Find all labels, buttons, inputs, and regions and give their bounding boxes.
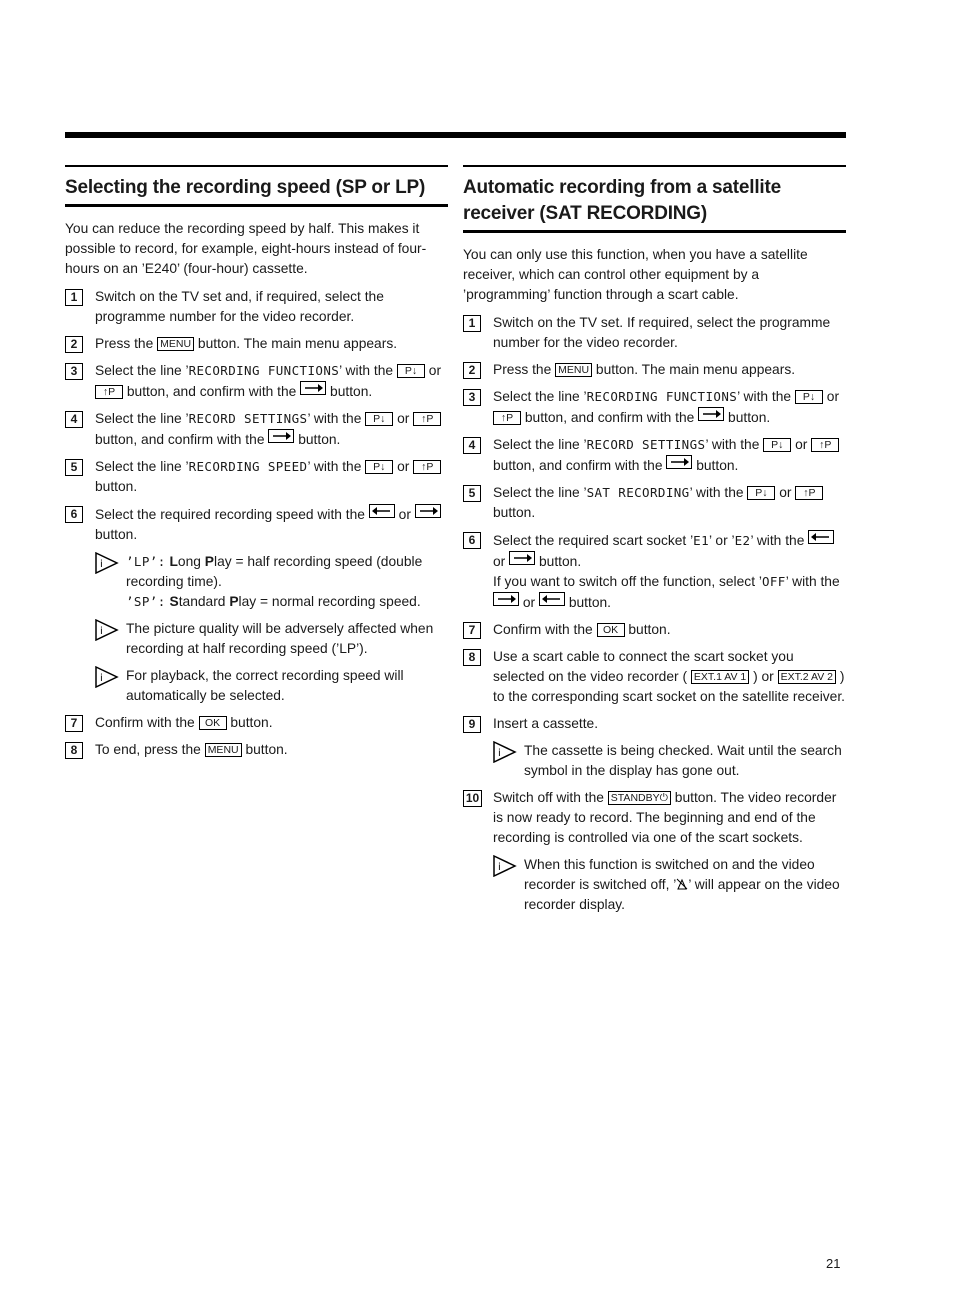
menu-key: MENU [555,363,592,377]
step-text: or [522,595,536,610]
standby-key: STANDBY⏻ [608,791,671,805]
section-recording-speed [65,165,448,767]
step-text: Select the line ’ [493,485,587,500]
info-icon [95,666,119,688]
step-number: 3 [65,363,83,380]
note-text: lay = half recording speed (double recording time). [126,554,423,589]
up-p-key: ↑P [95,385,123,399]
info-note [65,619,448,659]
info-note [65,666,448,706]
menu-line-label: RECORDING SPEED [188,459,308,474]
p-down-key: P↓ [795,390,823,404]
step-2 [463,360,846,380]
menu-line-label: SAT RECORDING [586,485,690,500]
left-arrow-key [539,592,565,606]
step-text: ’ with the [307,411,362,426]
menu-value: E2 [734,533,751,548]
step-1 [463,313,846,353]
step-5 [65,457,448,497]
step-number: 5 [65,459,83,476]
left-arrow-key [369,504,395,518]
info-note [65,552,448,612]
step-text: button, and confirm with the [493,458,663,473]
note-text: ong [177,554,201,569]
step-text: or [398,507,411,522]
right-arrow-key [666,455,692,469]
step-text: button. [628,622,671,637]
step-5 [463,483,846,523]
step-number: 8 [463,649,481,666]
step-text: button, and confirm with the [95,432,265,447]
step-number: 1 [65,289,83,306]
note-text: lay = normal recording speed. [238,594,421,609]
svg-text:i: i [100,626,103,637]
step-number: 4 [65,411,83,428]
step-text: Select the line ’ [493,389,587,404]
section-sat-recording [463,165,846,922]
step-text: Select the line ’ [95,411,189,426]
step-text: Select the line ’ [95,459,189,474]
step-text: button. [245,742,288,757]
left-arrow-key [808,530,834,544]
step-number: 4 [463,437,481,454]
step-text: Confirm with the [493,622,593,637]
right-arrow-key [415,504,441,518]
p-down-key: P↓ [397,364,425,378]
right-arrow-key [698,407,724,421]
menu-line-label: RECORD SETTINGS [586,437,706,452]
step-text: button. [568,595,612,610]
step-text: or [826,389,840,404]
step-text: button, and confirm with the [524,410,695,425]
menu-line-label: RECORDING FUNCTIONS [188,363,340,378]
step-text: Switch on the TV set and, if required, select the programme number for the video recorder. [95,289,384,324]
section-title: Automatic recording from a satellite receiver (SAT RECORDING) [463,177,781,224]
section-rule-bottom [463,230,846,233]
right-arrow-key [268,429,294,443]
step-text: or [397,411,410,426]
step-text: or [397,459,410,474]
menu-line-label: RECORDING FUNCTIONS [586,389,738,404]
step-text: ’ with the [785,574,840,589]
step-text: ’ with the [339,363,394,378]
note-text: For playback, the correct recording speed will automatically be selected. [126,668,404,703]
p-down-key: P↓ [763,438,791,452]
step-text: Use a scart cable to connect the scart socket you selected on the video recorder ( [493,649,794,684]
ok-key: OK [597,623,625,637]
step-text: button. [230,715,273,730]
step-number: 2 [65,336,83,353]
info-icon [493,741,517,763]
p-down-key: P↓ [365,460,393,474]
note-text: L [169,554,178,569]
step-text: ) to the corresponding scart socket on the satellite receiver. [493,669,846,704]
step-6 [463,530,846,613]
step-text: ’ with the [705,437,760,452]
step-4 [463,435,846,476]
menu-line-label: RECORD SETTINGS [188,411,308,426]
step-6 [65,504,448,545]
step-text: button. [330,384,373,399]
step-text: or [795,437,808,452]
step-9 [463,714,846,734]
up-p-key: ↑P [795,486,823,500]
intro-text: You can only use this function, when you have a satellite receiver, which can control other equipment by a ’programming’ function through a scart cable. [463,247,808,302]
step-7 [65,713,448,733]
info-note [463,741,846,781]
step-1 [65,287,448,327]
info-note [463,855,846,915]
info-icon [95,552,119,574]
section-rule-top [65,165,448,167]
up-p-key: ↑P [413,460,441,474]
step-text: or [428,363,442,378]
svg-text:i: i [100,559,103,570]
step-text: ) or [753,669,774,684]
step-text: or [493,554,506,569]
info-icon [95,619,119,641]
step-number: 8 [65,742,83,759]
step-number: 2 [463,362,481,379]
top-rule [65,132,846,138]
ok-key: OK [199,716,227,730]
p-down-key: P↓ [747,486,775,500]
step-number: 6 [463,532,481,549]
step-7 [463,620,846,640]
note-text: tandard [178,594,226,609]
svg-text:i: i [100,673,103,684]
menu-value: E1 [693,533,710,548]
step-text: button. [696,458,739,473]
page-number: 21 [826,1256,841,1271]
step-8 [65,740,448,760]
step-text: ’ or ’ [709,533,735,548]
up-p-key: ↑P [413,412,441,426]
step-text: button. [728,410,771,425]
ext2-key: EXT.2 AV 2 [778,670,836,684]
step-text: Switch off with the [493,790,604,805]
intro-text: You can reduce the recording speed by half. This makes it possible to record, for example, eight-hours instead of four-hours on an ’E240’ (four-hour) cassette. [65,221,427,276]
step-number: 6 [65,506,83,523]
section-rule-bottom [65,204,448,207]
note-text: S [169,594,179,609]
right-arrow-key [493,592,519,606]
step-number: 5 [463,485,481,502]
step-number: 3 [463,389,481,406]
step-text: Select the required scart socket ’ [493,533,694,548]
ext1-key: EXT.1 AV 1 [691,670,749,684]
step-number: 7 [65,715,83,732]
step-text: Select the required recording speed with the [95,507,365,522]
note-text: ’SP’: [126,594,166,609]
step-text: If you want to switch off the function, select ’ [493,574,762,589]
note-text: P [204,554,214,569]
note-text: The cassette is being checked. Wait until the search symbol in the display has gone out. [524,743,842,778]
step-text: button. [493,505,536,520]
note-text: The picture quality will be adversely affected when recording at half recording speed (’LP’). [126,621,434,656]
step-text: button. [538,554,582,569]
step-text: ’ with the [689,485,744,500]
step-text: button. The main menu appears. [197,336,398,351]
step-3 [463,387,846,428]
step-3 [65,361,448,402]
note-text: When this function is switched on and the video recorder is switched off, ’ [524,857,815,892]
step-text: or [779,485,792,500]
timer-symbol-icon [676,878,688,890]
step-number: 7 [463,622,481,639]
step-text: Select the line ’ [493,437,587,452]
info-icon [493,855,517,877]
note-text: ’ will appear on the video recorder display. [524,877,840,912]
step-text: Select the line ’ [95,363,189,378]
step-text: ’ with the [737,389,792,404]
step-text: Press the [95,336,154,351]
step-text: button. [95,479,138,494]
up-p-key: ↑P [493,411,521,425]
p-down-key: P↓ [365,412,393,426]
menu-key: MENU [157,337,194,351]
step-text: Insert a cassette. [493,716,599,731]
step-text: button. [298,432,341,447]
svg-text:i: i [498,862,501,873]
step-text: Press the [493,362,552,377]
step-4 [65,409,448,450]
right-arrow-key [509,551,535,565]
up-p-key: ↑P [811,438,839,452]
section-rule-top [463,165,846,167]
step-text: button. [95,527,138,542]
step-10 [463,788,846,848]
menu-key: MENU [205,743,242,757]
step-text: button, and confirm with the [126,384,297,399]
step-text: button. The video recorder is now ready to record. The beginning and end of the recording is controlled via one of the scart sockets. [493,790,837,845]
step-8 [463,647,846,707]
section-title: Selecting the recording speed (SP or LP) [65,177,426,198]
step-text: Confirm with the [95,715,195,730]
step-number: 10 [463,790,482,807]
menu-value: OFF [761,574,786,589]
svg-text:i: i [498,748,501,759]
step-text: Switch on the TV set. If required, select the programme number for the video recorder. [493,315,831,350]
step-text: button. The main menu appears. [595,362,796,377]
step-number: 1 [463,315,481,332]
note-text: P [229,594,239,609]
step-text: ’ with the [307,459,362,474]
right-arrow-key [300,381,326,395]
step-text: ’ with the [750,533,805,548]
step-number: 9 [463,716,481,733]
note-text: ’LP’: [126,554,166,569]
step-2 [65,334,448,354]
step-text: To end, press the [95,742,201,757]
